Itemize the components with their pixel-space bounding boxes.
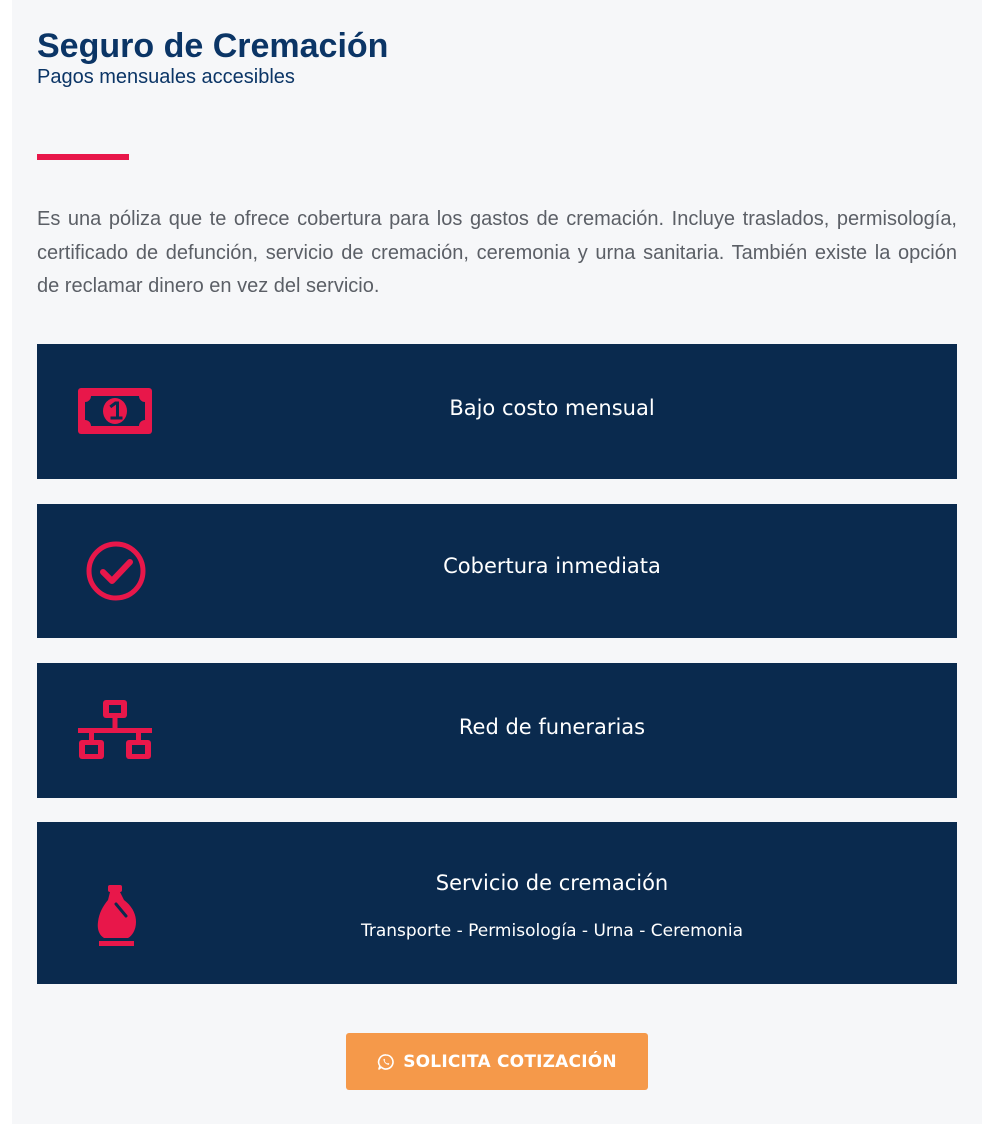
feature-title: Servicio de cremación — [435, 871, 669, 895]
page-title: Seguro de Cremación — [37, 27, 389, 65]
feature-card-funeral-network — [37, 663, 957, 798]
feature-title: Bajo costo mensual — [449, 396, 655, 420]
request-quote-label: SOLICITA COTIZACIÓN — [403, 1051, 617, 1072]
feature-card-immediate-coverage — [37, 504, 957, 638]
page-container — [12, 0, 982, 1124]
money-bill-icon — [76, 386, 156, 436]
feature-card-low-cost — [37, 344, 957, 479]
feature-title: Cobertura inmediata — [443, 554, 661, 578]
accent-divider — [37, 154, 129, 160]
whatsapp-icon — [377, 1053, 395, 1071]
network-icon — [76, 698, 156, 762]
feature-card-cremation-service — [37, 822, 957, 984]
request-quote-button[interactable] — [346, 1033, 648, 1090]
feature-subtitle: Transporte - Permisología - Urna - Ceremonia — [360, 921, 744, 941]
description-text: Es una póliza que te ofrece cobertura para los gastos de cremación. Incluye traslados, permisología, certificado de defunción, servicio de cremación, ceremonia y urna sanitaria. También existe la opción de reclamar dinero en vez del servicio. — [37, 208, 957, 297]
feature-title: Red de funerarias — [458, 715, 646, 739]
page-subtitle: Pagos mensuales accesibles — [37, 66, 295, 88]
